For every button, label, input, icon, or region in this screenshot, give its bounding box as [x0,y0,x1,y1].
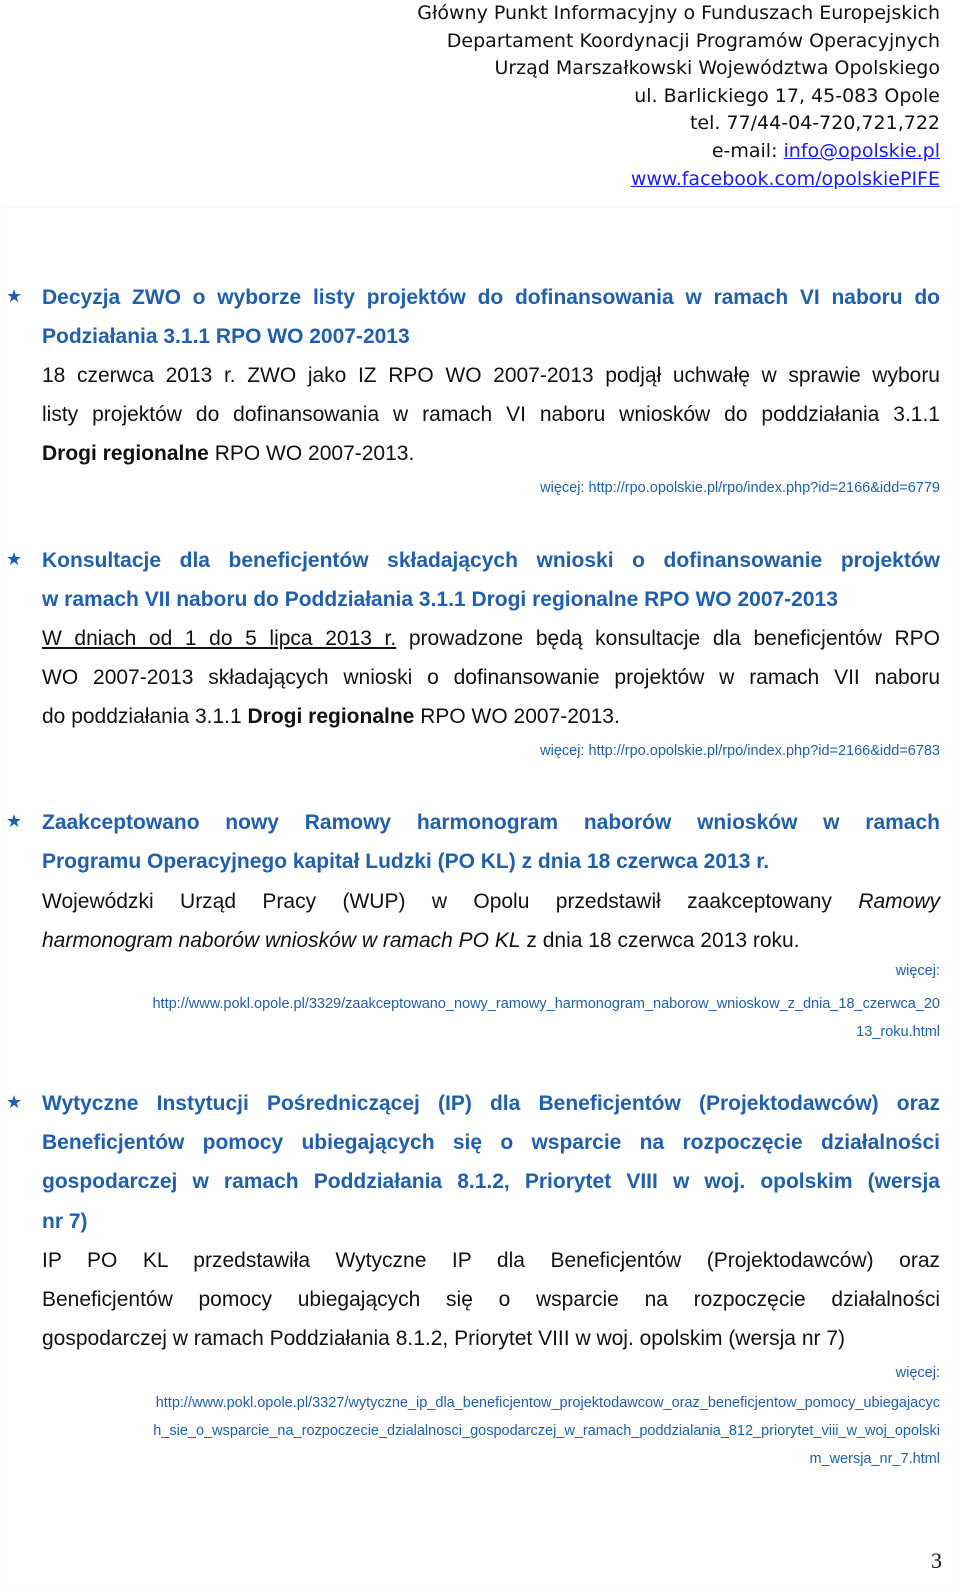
news-body: W dniach od 1 do 5 lipca 2013 r. prowadzone będą konsultacje dla beneficjentów RPO WO 2007-2013 składających wnioski o dofinansowanie projektów w ramach VII naboru do poddziałania 3.1.1 Drogi regionalne RPO WO 2007-2013. [42,627,941,729]
more-url-link[interactable]: http://rpo.opolskie.pl/rpo/index.php?id=2166&idd=6783 [588,743,940,759]
header-address: ul. Barlickiego 17, 45-083 Opole [634,84,940,107]
news-body: 18 czerwca 2013 r. ZWO jako IZ RPO WO 2007-2013 podjął uchwałę w sprawie wyboru listy projektów do dofinansowania w ramach VI naboru wniosków do poddziałania 3.1.1 Drogi regionalne RPO WO 2007-2013. [42,364,940,466]
page-number: 3 [931,1548,942,1573]
news-body: Wojewódzki Urząd Pracy (WUP) w Opolu przedstawił zaakceptowany Ramowy harmonogram naborów wniosków w ramach PO KL z dnia 18 czerwca 2013 roku. [42,890,940,953]
star-icon: ★ [6,1092,23,1113]
header-phone: tel. 77/44-04-720,721,722 [689,112,940,135]
header-org: Główny Punkt Informacyjny o Funduszach Europejskich [417,2,940,24]
news-title: Konsultacje dla beneficjentów składających wnioski o dofinansowanie projektów w ramach VII naboru do Poddziałania 3.1.1 Drogi regionalne RPO WO 2007-2013 [42,549,940,612]
star-icon: ★ [6,811,23,832]
more-url-link[interactable]: http://www.pokl.opole.pl/3327/wytyczne_ip_dla_beneficjentow_projektodawcow_oraz_beneficjentow_pomocy_ubiegajacyc h_sie_o_wsparcie_na_rozpoczecie_dzialalnosci_gospodarczej_w_ramach_poddzialania_812_priorytet_viii_w_woj_opolski m_wersja_nr_7.html [153,1395,940,1467]
facebook-link[interactable]: www.facebook.com/opolskiePIFE [630,167,940,190]
header-office: Urząd Marszałkowski Województwa Opolskiego [494,57,940,80]
news-body: IP PO KL przedstawiła Wytyczne IP dla Beneficjentów (Projektodawców) oraz Beneficjentów pomocy ubiegających się o wsparcie na rozpoczęcie działalności gospodarczej w ramach Poddziałania 8.1.2, Priorytet VIII w woj. opolskim (wersja nr 7) [42,1249,940,1351]
contact-header [417,0,940,193]
news-title: Zaakceptowano nowy Ramowy harmonogram naborów wniosków w ramach Programu Operacyjnego kapitał Ludzki (PO KL) z dnia 18 czerwca 2013 r. [42,811,940,874]
header-department: Departament Koordynacji Programów Operacyjnych [446,29,940,52]
header-facebook-line [417,166,940,194]
star-icon: ★ [6,286,23,307]
header-email-line [417,138,940,166]
email-link[interactable]: info@opolskie.pl [783,139,940,162]
more-label: więcej: [895,963,940,979]
star-icon: ★ [6,549,23,570]
more-url-link[interactable]: http://rpo.opolskie.pl/rpo/index.php?id=2166&idd=6779 [588,480,940,496]
more-link-line: więcej: http://rpo.opolskie.pl/rpo/index.php?id=2166&idd=6779 [540,480,940,496]
news-title: Wytyczne Instytucji Pośredniczącej (IP) dla Beneficjentów (Projektodawców) oraz Beneficjentów pomocy ubiegających się o wsparcie na rozpoczęcie działalności gospodarczej w ramach Poddziałania 8.1.2, Priorytet VIII w woj. opolskim (wersja nr 7) [42,1092,940,1233]
more-url-link[interactable]: http://www.pokl.opole.pl/3329/zaakceptowano_nowy_ramowy_harmonogram_naborow_wnioskow_z_dnia_18_czerwca_20 13_roku.html [152,996,940,1040]
header-email-label: e-mail: [711,139,784,162]
more-link-line: więcej: http://rpo.opolskie.pl/rpo/index.php?id=2166&idd=6783 [540,743,940,759]
more-label: więcej: [895,1365,940,1381]
news-title: Decyzja ZWO o wyborze listy projektów do dofinansowania w ramach VI naboru do Podziałania 3.1.1 RPO WO 2007-2013 [42,286,940,349]
